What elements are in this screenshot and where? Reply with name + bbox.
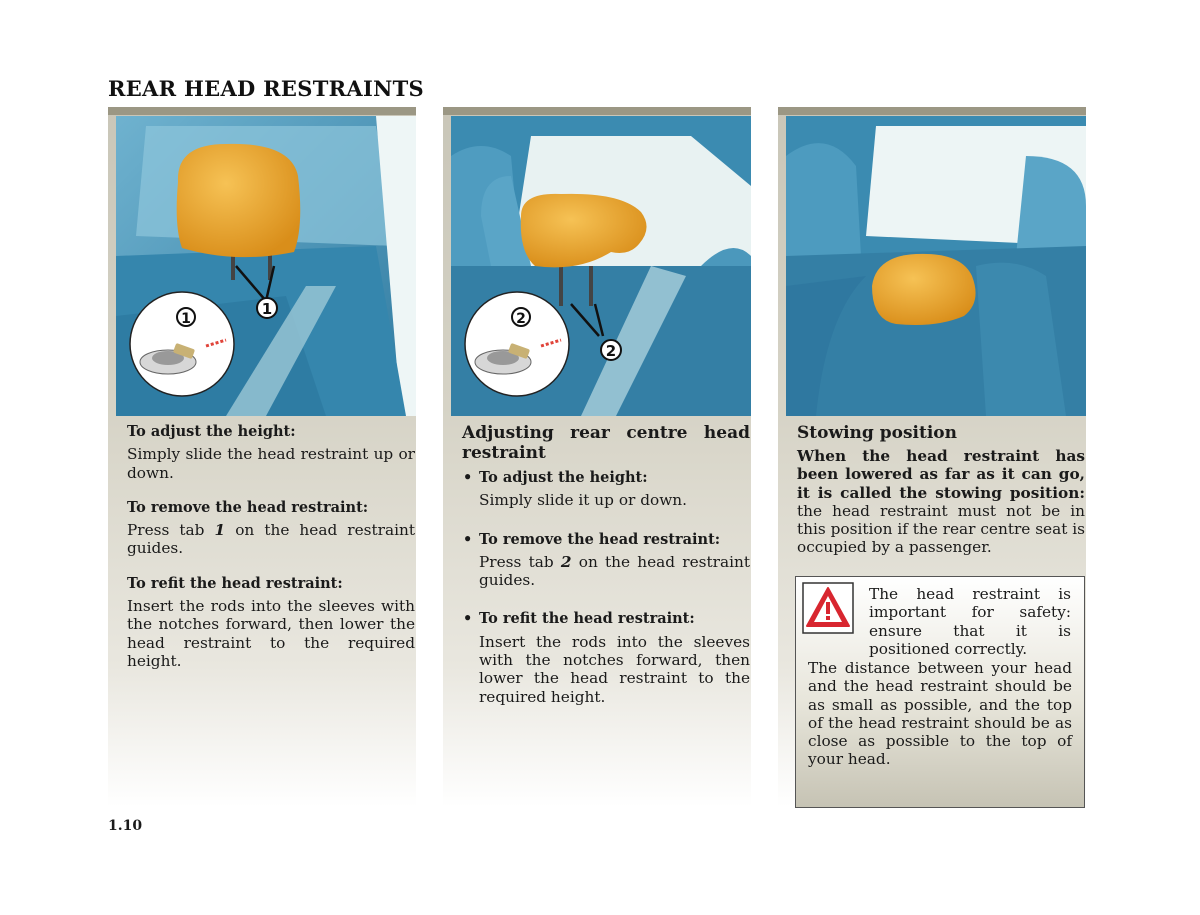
- col1-heading-adjust: To adjust the height:: [127, 423, 296, 440]
- callout-2-inset-label: 2: [516, 311, 526, 327]
- col2-section-heading: Adjusting rear centre head restraint: [462, 423, 750, 463]
- col1-text-adjust: Simply slide the head restraint up or down.: [127, 445, 415, 482]
- col2-text: [462, 423, 750, 706]
- photo-stowed-head-restraint: [786, 116, 1086, 416]
- col1-text-refit: Insert the rods into the sleeves with the notches forward, then lower the head restraint to the required height.: [127, 597, 415, 670]
- col2-text-refit: Insert the rods into the sleeves with the notches forward, then lower the head restraint to the required height.: [479, 632, 750, 706]
- photo-centre-head-restraint: [451, 116, 751, 416]
- column-adjust-outer: [108, 107, 416, 807]
- col1-text-remove: Press tab 1 on the head restraint guides.: [127, 521, 415, 558]
- photo-outer-head-restraint: [116, 116, 416, 416]
- callout-1-label: 1: [261, 300, 273, 318]
- col3-text-stowing: When the head restraint has been lowered as far as it can go, it is called the stowing position: the head restraint must not be in this position if the rear centre seat is occupied by a passenger.: [797, 447, 1085, 557]
- col2-heading-adjust: • To adjust the height:: [463, 469, 648, 486]
- warning-lead-text: The head restraint is important for safety: ensure that it is positioned correctly.: [869, 585, 1071, 658]
- col2-heading-refit: • To refit the head restraint:: [463, 610, 695, 628]
- col2-heading-remove: • To remove the head restraint:: [463, 530, 721, 548]
- callout-2-label: 2: [605, 342, 617, 360]
- callout-1-inset-label: 1: [181, 311, 191, 327]
- page-number: 1.10: [108, 818, 143, 834]
- col1-text: [127, 423, 415, 670]
- col1-heading-refit: To refit the head restraint:: [127, 574, 343, 592]
- warning-box: [795, 576, 1085, 808]
- page-title: REAR HEAD RESTRAINTS: [108, 76, 424, 101]
- warning-body-text: The distance between your head and the head restraint should be as small as possible, and the top of the head restraint should be as close as possible to the top of your head.: [808, 659, 1072, 769]
- col2-text-adjust: Simply slide it up or down.: [479, 491, 688, 510]
- col3-text: [797, 423, 1085, 557]
- warning-triangle-icon: [802, 582, 854, 634]
- col1-heading-remove: To remove the head restraint:: [127, 498, 369, 516]
- col3-section-heading: Stowing position: [797, 423, 957, 443]
- column-adjust-centre: [443, 107, 751, 807]
- col2-text-remove: Press tab 2 on the head restraint guides.: [479, 552, 750, 590]
